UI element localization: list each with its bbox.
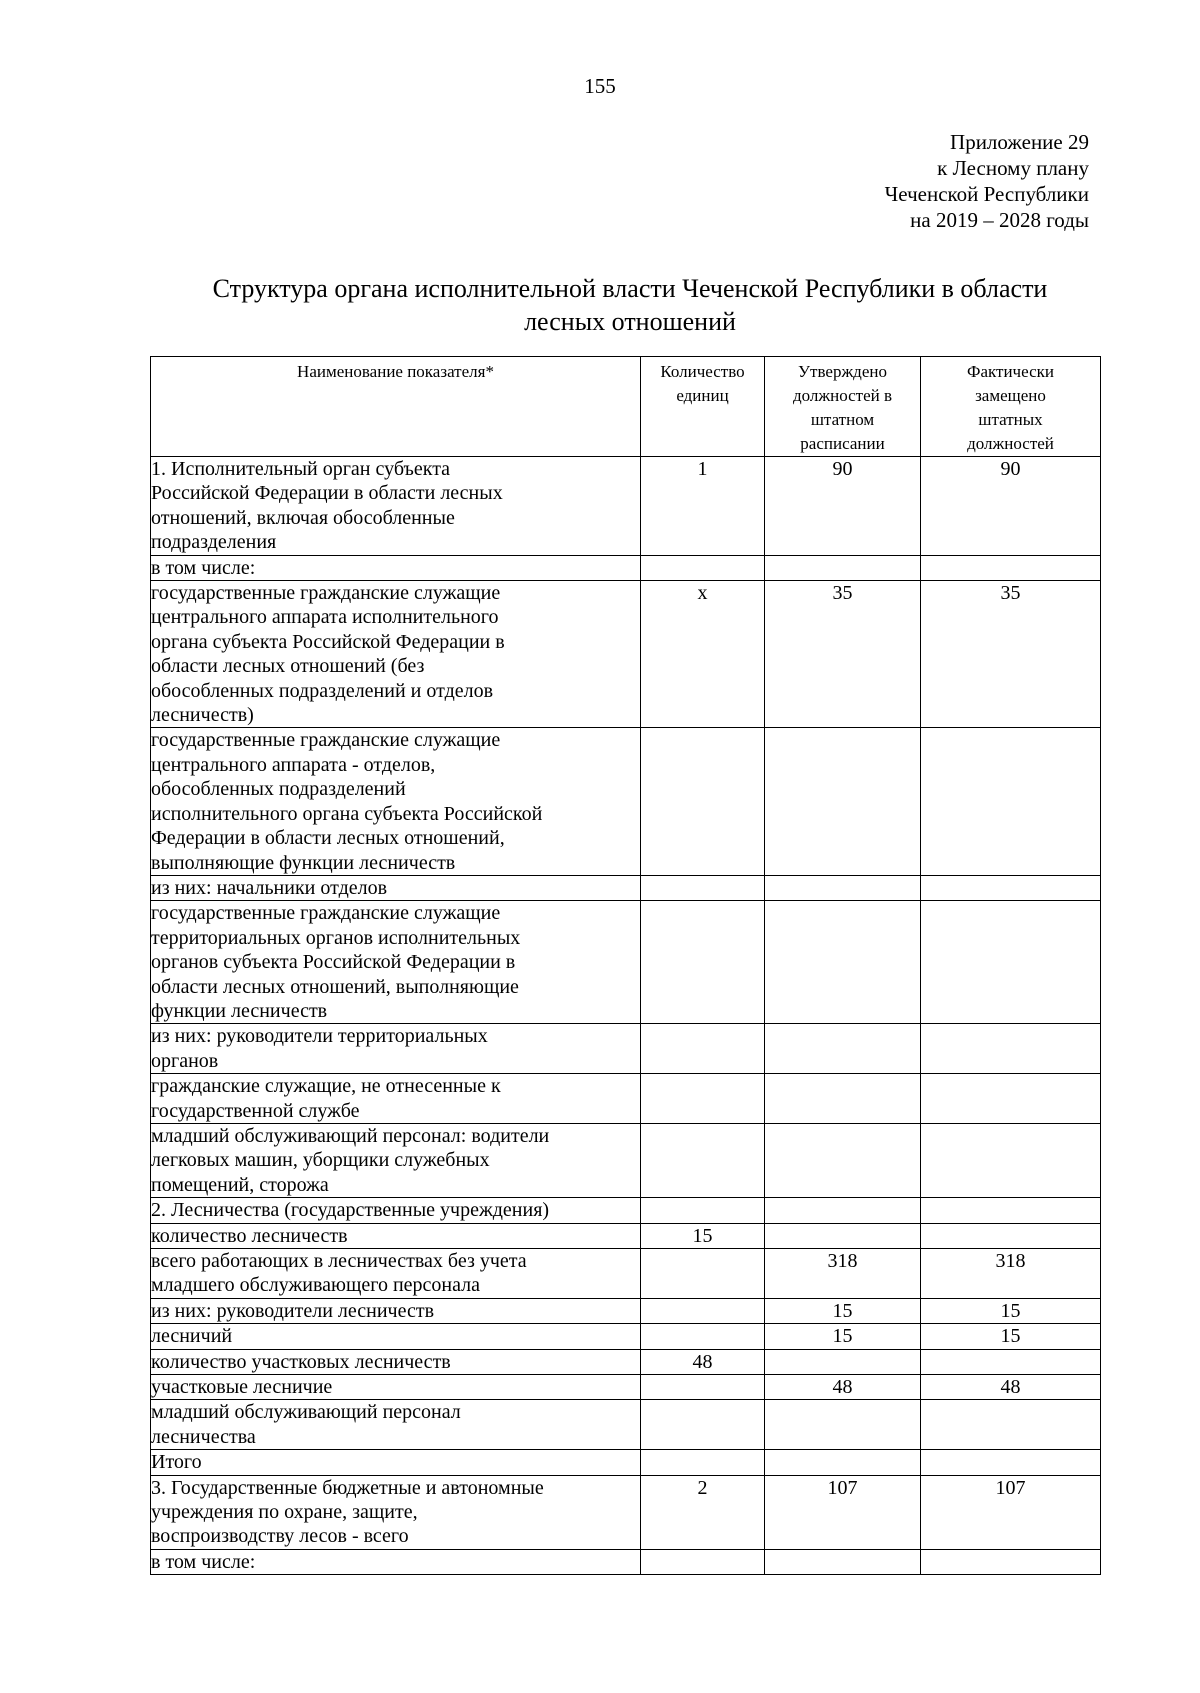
structure-table <box>150 356 1101 1575</box>
row-indicator-name <box>151 1223 641 1248</box>
table-body <box>151 457 1101 1575</box>
row-actual-cell <box>921 1074 1101 1124</box>
table-row <box>151 1123 1101 1197</box>
row-indicator-name <box>151 1074 641 1124</box>
table-row <box>151 1475 1101 1549</box>
row-approved-cell: 15 <box>765 1298 921 1323</box>
table-row <box>151 1400 1101 1450</box>
row-name-line: области лесных отношений (без <box>151 655 425 678</box>
row-name-line: исполнительного органа субъекта Российской <box>151 802 543 825</box>
row-actual-cell <box>921 1349 1101 1374</box>
table-row <box>151 1324 1101 1349</box>
row-count-cell <box>641 1249 765 1299</box>
row-actual-cell: 35 <box>921 581 1101 728</box>
row-actual-cell <box>921 875 1101 900</box>
row-approved-cell <box>765 1024 921 1074</box>
row-approved-cell <box>765 1400 921 1450</box>
row-name-line: в том числе: <box>151 556 256 579</box>
table-row <box>151 457 1101 556</box>
row-count-cell: 48 <box>641 1349 765 1374</box>
table-row <box>151 1024 1101 1074</box>
row-name-line: количество лесничеств <box>151 1224 348 1247</box>
row-actual-cell: 107 <box>921 1475 1101 1549</box>
row-name-line: 2. Лесничества (государственные учреждения) <box>151 1199 550 1222</box>
table-row <box>151 1198 1101 1223</box>
row-indicator-name <box>151 1249 641 1299</box>
row-actual-cell <box>921 555 1101 580</box>
table-row <box>151 1349 1101 1374</box>
row-count-cell <box>641 1123 765 1197</box>
row-approved-cell: 48 <box>765 1375 921 1400</box>
row-name-line: государственные гражданские служащие <box>151 729 501 752</box>
row-count-cell <box>641 1298 765 1323</box>
row-indicator-name <box>151 875 641 900</box>
row-name-line: лесничества <box>151 1425 256 1448</box>
row-count-cell <box>641 1324 765 1349</box>
row-indicator-name <box>151 728 641 875</box>
page-number: 155 <box>584 74 616 98</box>
table-row <box>151 1549 1101 1574</box>
row-approved-cell <box>765 1074 921 1124</box>
row-actual-cell <box>921 1024 1101 1074</box>
row-approved-cell <box>765 728 921 875</box>
row-actual-cell: 15 <box>921 1324 1101 1349</box>
row-actual-cell <box>921 1198 1101 1223</box>
annex-line: Приложение 29 <box>950 130 1089 154</box>
row-count-cell <box>641 901 765 1024</box>
row-approved-cell <box>765 901 921 1024</box>
row-name-line: центрального аппарата - отделов, <box>151 753 436 776</box>
table-row <box>151 1450 1101 1475</box>
row-indicator-name <box>151 1198 641 1223</box>
row-name-line: органов <box>151 1049 219 1072</box>
row-name-line: центрального аппарата исполнительного <box>151 606 499 629</box>
row-approved-cell <box>765 1198 921 1223</box>
row-approved-cell <box>765 1223 921 1248</box>
row-name-line: лесничеств) <box>151 704 254 727</box>
row-name-line: государственной службе <box>151 1099 360 1122</box>
table-row <box>151 1375 1101 1400</box>
row-count-cell: 2 <box>641 1475 765 1549</box>
row-actual-cell: 318 <box>921 1249 1101 1299</box>
row-indicator-name <box>151 1549 641 1574</box>
row-indicator-name <box>151 1400 641 1450</box>
row-indicator-name <box>151 555 641 580</box>
row-name-line: территориальных органов исполнительных <box>151 926 521 949</box>
row-approved-cell <box>765 1349 921 1374</box>
header-approved: Утверждено должностей в штатном расписании <box>765 357 921 457</box>
row-actual-cell <box>921 1549 1101 1574</box>
row-indicator-name <box>151 1324 641 1349</box>
row-name-line: государственные гражданские служащие <box>151 902 501 925</box>
row-approved-cell <box>765 1123 921 1197</box>
row-name-line: в том числе: <box>151 1550 256 1573</box>
row-indicator-name <box>151 1375 641 1400</box>
row-actual-cell: 90 <box>921 457 1101 556</box>
document-title <box>150 272 1110 338</box>
row-count-cell: х <box>641 581 765 728</box>
row-actual-cell <box>921 1450 1101 1475</box>
annex-line: на 2019 – 2028 годы <box>910 208 1089 232</box>
row-approved-cell <box>765 1549 921 1574</box>
table-row <box>151 1223 1101 1248</box>
row-count-cell: 15 <box>641 1223 765 1248</box>
row-approved-cell: 90 <box>765 457 921 556</box>
row-actual-cell <box>921 901 1101 1024</box>
row-name-line: из них: начальники отделов <box>151 876 388 899</box>
row-count-cell <box>641 1024 765 1074</box>
row-count-cell <box>641 728 765 875</box>
row-name-line: государственные гражданские служащие <box>151 582 501 605</box>
title-line: лесных отношений <box>524 307 736 336</box>
row-name-line: Итого <box>151 1451 202 1474</box>
header-actual: Фактически замещено штатных должностей <box>921 357 1101 457</box>
row-name-line: количество участковых лесничеств <box>151 1350 451 1373</box>
row-actual-cell: 15 <box>921 1298 1101 1323</box>
row-name-line: 1. Исполнительный орган субъекта <box>151 458 451 480</box>
row-name-line: области лесных отношений, выполняющие <box>151 975 519 998</box>
header-name: Наименование показателя* <box>151 357 641 457</box>
row-name-line: 3. Государственные бюджетные и автономные <box>151 1476 544 1499</box>
table-row <box>151 581 1101 728</box>
row-actual-cell: 48 <box>921 1375 1101 1400</box>
row-name-line: обособленных подразделений и отделов <box>151 679 494 702</box>
row-name-line: младший обслуживающий персонал: водители <box>151 1124 550 1147</box>
row-name-line: Российской Федерации в области лесных <box>151 482 503 505</box>
row-name-line: подразделения <box>151 531 277 554</box>
row-approved-cell <box>765 555 921 580</box>
row-indicator-name <box>151 1450 641 1475</box>
row-name-line: воспроизводству лесов - всего <box>151 1525 409 1548</box>
table-row <box>151 875 1101 900</box>
table-row <box>151 555 1101 580</box>
row-approved-cell: 15 <box>765 1324 921 1349</box>
row-name-line: отношений, включая обособленные <box>151 506 455 529</box>
row-indicator-name <box>151 457 641 556</box>
row-count-cell <box>641 1450 765 1475</box>
row-indicator-name <box>151 1024 641 1074</box>
row-name-line: легковых машин, уборщики служебных <box>151 1149 490 1172</box>
row-approved-cell: 107 <box>765 1475 921 1549</box>
row-indicator-name <box>151 901 641 1024</box>
row-name-line: младший обслуживающий персонал <box>151 1401 461 1424</box>
row-actual-cell <box>921 1123 1101 1197</box>
table-row <box>151 1074 1101 1124</box>
row-name-line: обособленных подразделений <box>151 778 406 801</box>
row-indicator-name <box>151 1123 641 1197</box>
row-name-line: органа субъекта Российской Федерации в <box>151 630 505 653</box>
row-name-line: из них: руководители территориальных <box>151 1025 488 1048</box>
row-name-line: младшего обслуживающего персонала <box>151 1274 481 1297</box>
row-indicator-name <box>151 1298 641 1323</box>
row-indicator-name <box>151 1349 641 1374</box>
row-count-cell <box>641 875 765 900</box>
row-name-line: лесничий <box>151 1325 233 1348</box>
row-name-line: Федерации в области лесных отношений, <box>151 827 505 850</box>
row-name-line: функции лесничеств <box>151 999 328 1022</box>
row-actual-cell <box>921 1223 1101 1248</box>
row-count-cell <box>641 1198 765 1223</box>
row-approved-cell <box>765 1450 921 1475</box>
table-header-row <box>151 357 1101 457</box>
title-line: Структура органа исполнительной власти Чеченской Республики в области <box>212 274 1048 303</box>
annex-line: к Лесному плану <box>937 156 1089 180</box>
row-indicator-name <box>151 581 641 728</box>
row-name-line: учреждения по охране, защите, <box>151 1501 418 1524</box>
row-approved-cell: 318 <box>765 1249 921 1299</box>
row-name-line: гражданские служащие, не отнесенные к <box>151 1075 501 1098</box>
row-count-cell: 1 <box>641 457 765 556</box>
row-indicator-name <box>151 1475 641 1549</box>
annex-header <box>885 129 1089 233</box>
row-count-cell <box>641 1074 765 1124</box>
row-name-line: органов субъекта Российской Федерации в <box>151 951 516 974</box>
row-name-line: из них: руководители лесничеств <box>151 1299 435 1322</box>
row-approved-cell <box>765 875 921 900</box>
annex-line: Чеченской Республики <box>884 182 1089 206</box>
table-row <box>151 728 1101 875</box>
row-actual-cell <box>921 1400 1101 1450</box>
row-approved-cell: 35 <box>765 581 921 728</box>
table-row <box>151 1298 1101 1323</box>
row-count-cell <box>641 1549 765 1574</box>
table-row <box>151 901 1101 1024</box>
row-count-cell <box>641 1375 765 1400</box>
row-name-line: всего работающих в лесничествах без учета <box>151 1250 527 1272</box>
header-count: Количество единиц <box>641 357 765 457</box>
row-actual-cell <box>921 728 1101 875</box>
row-name-line: выполняющие функции лесничеств <box>151 851 456 874</box>
row-count-cell <box>641 555 765 580</box>
row-count-cell <box>641 1400 765 1450</box>
table-row <box>151 1249 1101 1299</box>
row-name-line: участковые лесничие <box>151 1376 333 1399</box>
row-name-line: помещений, сторожа <box>151 1173 329 1196</box>
